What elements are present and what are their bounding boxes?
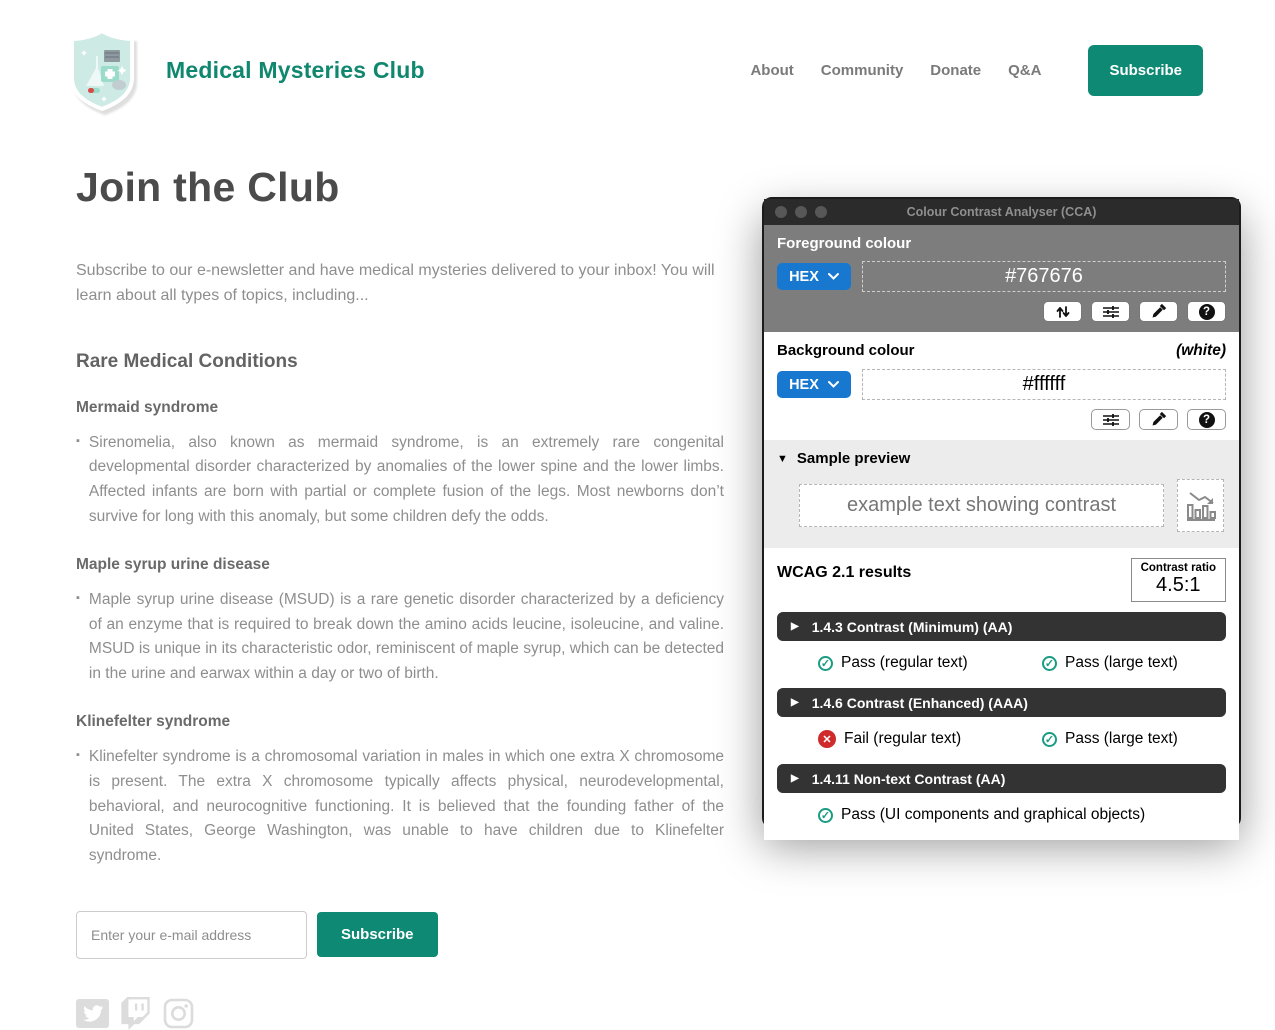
condition-list xyxy=(76,431,724,530)
contrast-ratio-box xyxy=(1131,558,1226,602)
condition-title: Maple syrup urine disease xyxy=(76,555,270,573)
test-name: 1.4.3 Contrast (Minimum) (AA) xyxy=(811,618,1013,635)
twitch-icon xyxy=(119,997,152,1030)
page-title: Join the Club xyxy=(76,164,340,210)
site-title: Medical Mysteries Club xyxy=(166,56,425,83)
window-zoom-button[interactable] xyxy=(815,206,827,218)
foreground-adjust-button[interactable] xyxy=(1091,301,1130,322)
check-result xyxy=(1042,654,1178,672)
site-header xyxy=(0,0,1275,112)
test-146-header[interactable] xyxy=(777,688,1226,717)
twitter-icon xyxy=(76,997,109,1030)
twitch-link[interactable] xyxy=(119,997,152,1030)
swap-arrows-icon xyxy=(1054,304,1072,320)
window-minimize-button[interactable] xyxy=(795,206,807,218)
condition-body: Sirenomelia, also known as mermaid syndrome, is an extremely rare congenital developmental disorder characterized by anomalies of the lower spine and the lower limbs. Affected infants are born with partial or complete fusion of the legs. Most newborns don’t survive for long with this anomaly, but some children defy the odds. xyxy=(88,433,724,525)
test-1411-results xyxy=(777,801,1226,830)
check-result xyxy=(818,730,1042,748)
main-nav xyxy=(750,45,1203,96)
window-title: Colour Contrast Analyser (CCA) xyxy=(906,205,1097,219)
graphics-sample-button[interactable] xyxy=(1177,479,1224,532)
pass-icon: ✓ xyxy=(1042,656,1057,671)
test-name: 1.4.11 Non-text Contrast (AA) xyxy=(811,770,1006,787)
instagram-icon xyxy=(162,997,195,1030)
foreground-format-select[interactable] xyxy=(777,263,851,290)
check-label: Pass (UI components and graphical objects) xyxy=(841,806,1146,823)
condition-body: Klinefelter syndrome is a chromosomal variation in males in which one extra X chromosome is present. The extra X chromosome typically affects physical, neurodevelopmental, behavioral, and neurocognitive functioning. It is believed that the founding father of the United States, George Washington, was unable to have children due to Klinefelter syndrome. xyxy=(88,747,724,865)
bullet-icon: ▪ xyxy=(76,434,80,447)
condition-list xyxy=(76,588,724,687)
condition-title: Klinefelter syndrome xyxy=(76,712,231,730)
test-1411-header[interactable] xyxy=(777,764,1226,793)
check-result xyxy=(818,806,1145,824)
fail-icon: ✕ xyxy=(818,730,836,748)
list-item xyxy=(76,745,724,869)
section-heading: Rare Medical Conditions xyxy=(76,350,298,372)
intro-text: Subscribe to our e-newsletter and have medical mysteries delivered to your inbox! You will learn about all types of topics, including... xyxy=(76,262,715,304)
contrast-ratio-label: Contrast ratio xyxy=(1140,562,1216,574)
pass-icon: ✓ xyxy=(818,808,833,823)
background-hex-input[interactable] xyxy=(862,369,1226,400)
form-subscribe-button[interactable]: Subscribe xyxy=(317,912,438,957)
club-logo xyxy=(64,28,140,112)
expand-arrow-icon: ▶ xyxy=(791,697,799,708)
main-content xyxy=(76,164,724,1030)
sample-preview-section xyxy=(764,440,1239,548)
foreground-hex-input[interactable] xyxy=(862,261,1226,292)
expand-arrow-icon: ▶ xyxy=(791,773,799,784)
background-colour-name: (white) xyxy=(1176,342,1226,359)
nav-about[interactable]: About xyxy=(750,61,794,79)
test-143-results xyxy=(777,649,1226,678)
foreground-help-button[interactable] xyxy=(1187,301,1226,322)
format-value: HEX xyxy=(789,376,819,393)
nav-qa[interactable]: Q&A xyxy=(1008,61,1042,79)
background-format-select[interactable] xyxy=(777,371,851,398)
check-label: Fail (regular text) xyxy=(844,730,962,747)
bullet-icon: ▪ xyxy=(76,748,80,761)
chart-sample-icon xyxy=(1185,489,1217,523)
window-controls xyxy=(775,206,827,218)
chevron-down-icon xyxy=(828,381,839,388)
condition-maple-syrup-urine-disease xyxy=(76,556,724,687)
instagram-link[interactable] xyxy=(162,997,195,1030)
check-label: Pass (large text) xyxy=(1065,654,1178,671)
social-links xyxy=(76,997,724,1030)
background-adjust-button[interactable] xyxy=(1091,409,1130,430)
help-icon: ? xyxy=(1199,412,1215,428)
test-146-results xyxy=(777,725,1226,754)
sample-preview-label: Sample preview xyxy=(796,450,911,467)
sample-text-box xyxy=(799,484,1164,527)
newsletter-form xyxy=(76,911,724,959)
background-label: Background colour xyxy=(777,342,915,359)
conditions-section xyxy=(76,351,724,869)
check-label: Pass (regular text) xyxy=(841,654,968,671)
eyedropper-icon xyxy=(1150,303,1167,320)
email-input[interactable] xyxy=(76,911,307,959)
foreground-eyedropper-button[interactable] xyxy=(1139,301,1178,322)
pass-icon: ✓ xyxy=(818,656,833,671)
pass-icon: ✓ xyxy=(1042,732,1057,747)
chevron-down-icon xyxy=(828,273,839,280)
foreground-label: Foreground colour xyxy=(777,235,912,252)
expand-arrow-icon: ▶ xyxy=(791,621,799,632)
condition-list xyxy=(76,745,724,869)
eyedropper-icon xyxy=(1150,411,1167,428)
sample-text: example text showing contrast xyxy=(846,494,1117,516)
nav-donate[interactable]: Donate xyxy=(930,61,982,79)
condition-body: Maple syrup urine disease (MSUD) is a rare genetic disorder characterized by a deficiency of an enzyme that is required to break down the amino acids leucine, isoleucine, and valine. MSUD is unique in its characteristic odor, reminiscent of maple syrup, which can be detected in the urine and earwax within a day or two of birth. xyxy=(88,590,724,683)
twitter-link[interactable] xyxy=(76,997,109,1030)
sliders-icon xyxy=(1102,305,1120,319)
background-section xyxy=(764,332,1239,440)
test-name: 1.4.6 Contrast (Enhanced) (AAA) xyxy=(811,694,1028,711)
list-item xyxy=(76,431,724,530)
condition-klinefelter-syndrome xyxy=(76,713,724,869)
check-result xyxy=(1042,730,1178,748)
format-value: HEX xyxy=(789,268,819,285)
condition-mermaid-syndrome xyxy=(76,399,724,530)
cca-window xyxy=(762,197,1241,828)
background-eyedropper-button[interactable] xyxy=(1139,409,1178,430)
wcag-results-heading: WCAG 2.1 results xyxy=(777,564,912,581)
swap-colours-button[interactable] xyxy=(1043,301,1082,322)
shield-logo-icon xyxy=(64,28,140,112)
nav-subscribe-button[interactable]: Subscribe xyxy=(1088,45,1203,96)
condition-title: Mermaid syndrome xyxy=(76,398,219,416)
sliders-icon xyxy=(1102,413,1120,427)
sample-preview-toggle[interactable] xyxy=(777,450,1226,467)
wcag-results-section xyxy=(764,548,1239,840)
window-close-button[interactable] xyxy=(775,206,787,218)
nav-community[interactable]: Community xyxy=(820,61,904,79)
help-icon: ? xyxy=(1199,304,1215,320)
check-label: Pass (large text) xyxy=(1065,730,1178,747)
background-help-button[interactable] xyxy=(1187,409,1226,430)
test-143-header[interactable] xyxy=(777,612,1226,641)
bullet-icon: ▪ xyxy=(76,591,80,604)
list-item xyxy=(76,588,724,687)
cca-titlebar[interactable] xyxy=(764,199,1239,225)
contrast-ratio-value: 4.5:1 xyxy=(1156,574,1201,596)
collapse-arrow-icon: ▼ xyxy=(777,452,788,465)
foreground-section xyxy=(764,225,1239,332)
check-result xyxy=(818,654,1042,672)
